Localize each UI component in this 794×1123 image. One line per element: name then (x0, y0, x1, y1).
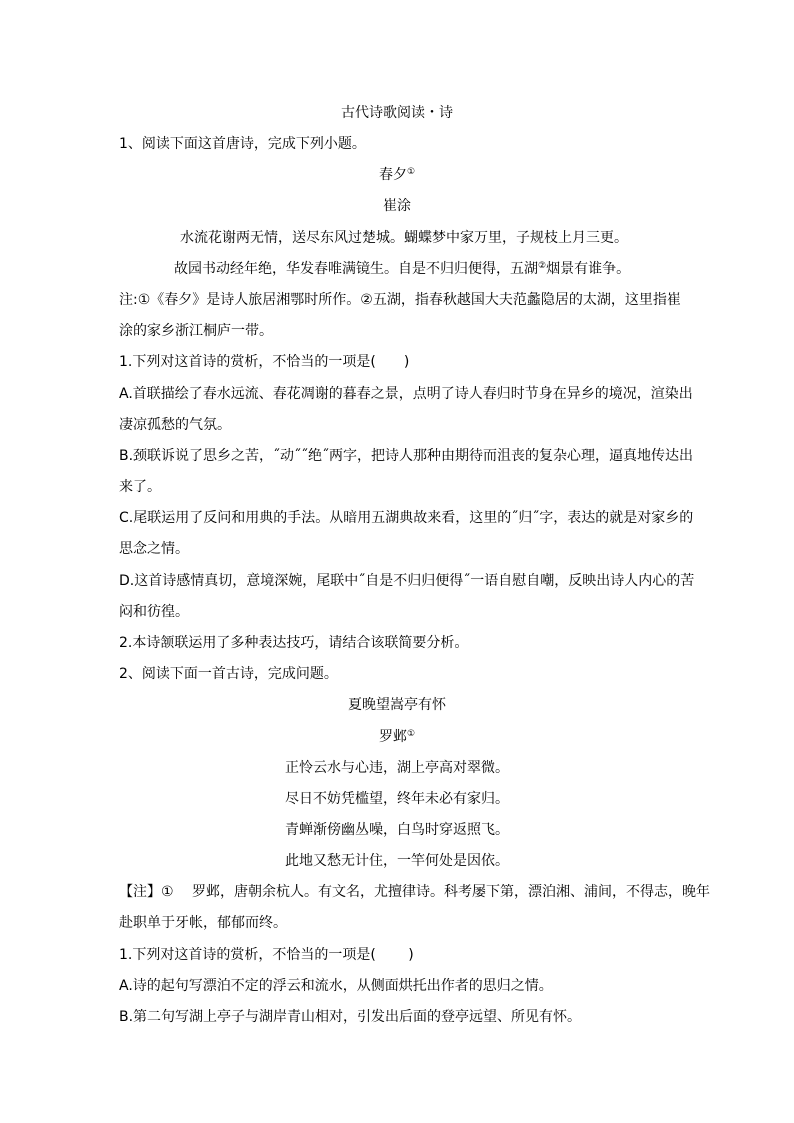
poem-2-note-line-1: 【注】① 罗邺，唐朝余杭人。有文名，尤擅律诗。科考屡下第，漂泊湘、浦间，不得志，晚年 (119, 884, 710, 900)
poem-1-line-2 (174, 259, 630, 279)
poem-1-note-line-2: 涂的家乡浙江桐庐一带。 (119, 323, 273, 339)
poem-2-author-text: 罗邺 (378, 729, 407, 745)
question-2-sub-1: 1.下列对这首诗的赏析，不恰当的一项是( ) (119, 947, 414, 963)
option-b-line-1: B.颈联诉说了思乡之苦，˝动˝˝绝˝两字，把诗人那种由期待而沮丧的复杂心理，逼真地传达出 (119, 448, 694, 464)
poem-2-note-line-2: 赴职单于牙帐，郁郁而终。 (119, 915, 287, 931)
option-a-line-2: 凄凉孤愁的气氛。 (119, 417, 231, 433)
poem-1-title (0, 165, 794, 185)
page-title: 古代诗歌阅读・诗 (341, 105, 453, 121)
poem-2-line-1: 正怜云水与心违，湖上亭高对翠微。 (285, 760, 509, 776)
option-a-line-1: A.首联描绘了春水远流、春花凋谢的暮春之景，点明了诗人春归时节身在异乡的境况，渲染出 (119, 386, 693, 402)
poem-1-title-footnote-mark: ① (406, 167, 416, 177)
poem-1-title-text: 春夕 (378, 167, 407, 183)
poem-1-author: 崔涂 (383, 198, 411, 214)
option-c-line-2: 思念之情。 (119, 541, 189, 557)
poem-2-author-footnote-mark: ① (406, 729, 416, 739)
poem-2-title: 夏晚望嵩亭有怀 (348, 697, 446, 713)
poem-1-line-2b: 烟景有谁争。 (546, 261, 631, 277)
poem-2-line-4: 此地又愁无计住，一竿何处是因依。 (285, 853, 509, 869)
poem-1-line-2-footnote-mark: ② (538, 261, 547, 271)
question-1-intro: 1、阅读下面这首唐诗，完成下列小题。 (119, 136, 366, 152)
question-1-sub-1: 1.下列对这首诗的赏析，不恰当的一项是( ) (119, 354, 410, 370)
question-1-sub-2: 2.本诗颔联运用了多种表达技巧，请结合该联简要分析。 (119, 635, 469, 651)
poem-1-line-1: 水流花谢两无情，送尽东风过楚城。蝴蝶梦中家万里，子规枝上月三更。 (180, 230, 628, 246)
poem-2-line-3: 青蝉渐傍幽丛噪，白鸟时穿返照飞。 (285, 822, 509, 838)
option-d-line-2: 闷和彷徨。 (119, 604, 189, 620)
poem-2-line-2: 尽日不妨凭槛望，终年未必有家归。 (285, 791, 509, 807)
question-2-option-b: B.第二句写湖上亭子与湖岸青山相对，引发出后面的登亭远望、所见有怀。 (119, 1009, 582, 1025)
question-2-option-a: A.诗的起句写漂泊不定的浮云和流水，从侧面烘托出作者的思归之情。 (119, 978, 553, 994)
option-c-line-1: C.尾联运用了反问和用典的手法。从暗用五湖典故来看，这里的˝归˝字，表达的就是对家乡的 (119, 510, 694, 526)
option-d-line-1: D.这首诗感情真切，意境深婉，尾联中˝自是不归归便得˝一语自慰自嘲，反映出诗人内心的苦 (119, 573, 695, 589)
option-b-line-2: 来了。 (119, 479, 161, 495)
poem-1-line-2a: 故园书动经年绝，华发春唯满镜生。自是不归归便得，五湖 (174, 261, 538, 277)
poem-2-author (0, 727, 794, 747)
question-2-intro: 2、阅读下面一首古诗，完成问题。 (119, 666, 338, 682)
poem-1-note-line-1: 注:①《春夕》是诗人旅居湘鄂时所作。②五湖，指春秋越国大夫范蠡隐居的太湖，这里指崔 (119, 292, 681, 308)
